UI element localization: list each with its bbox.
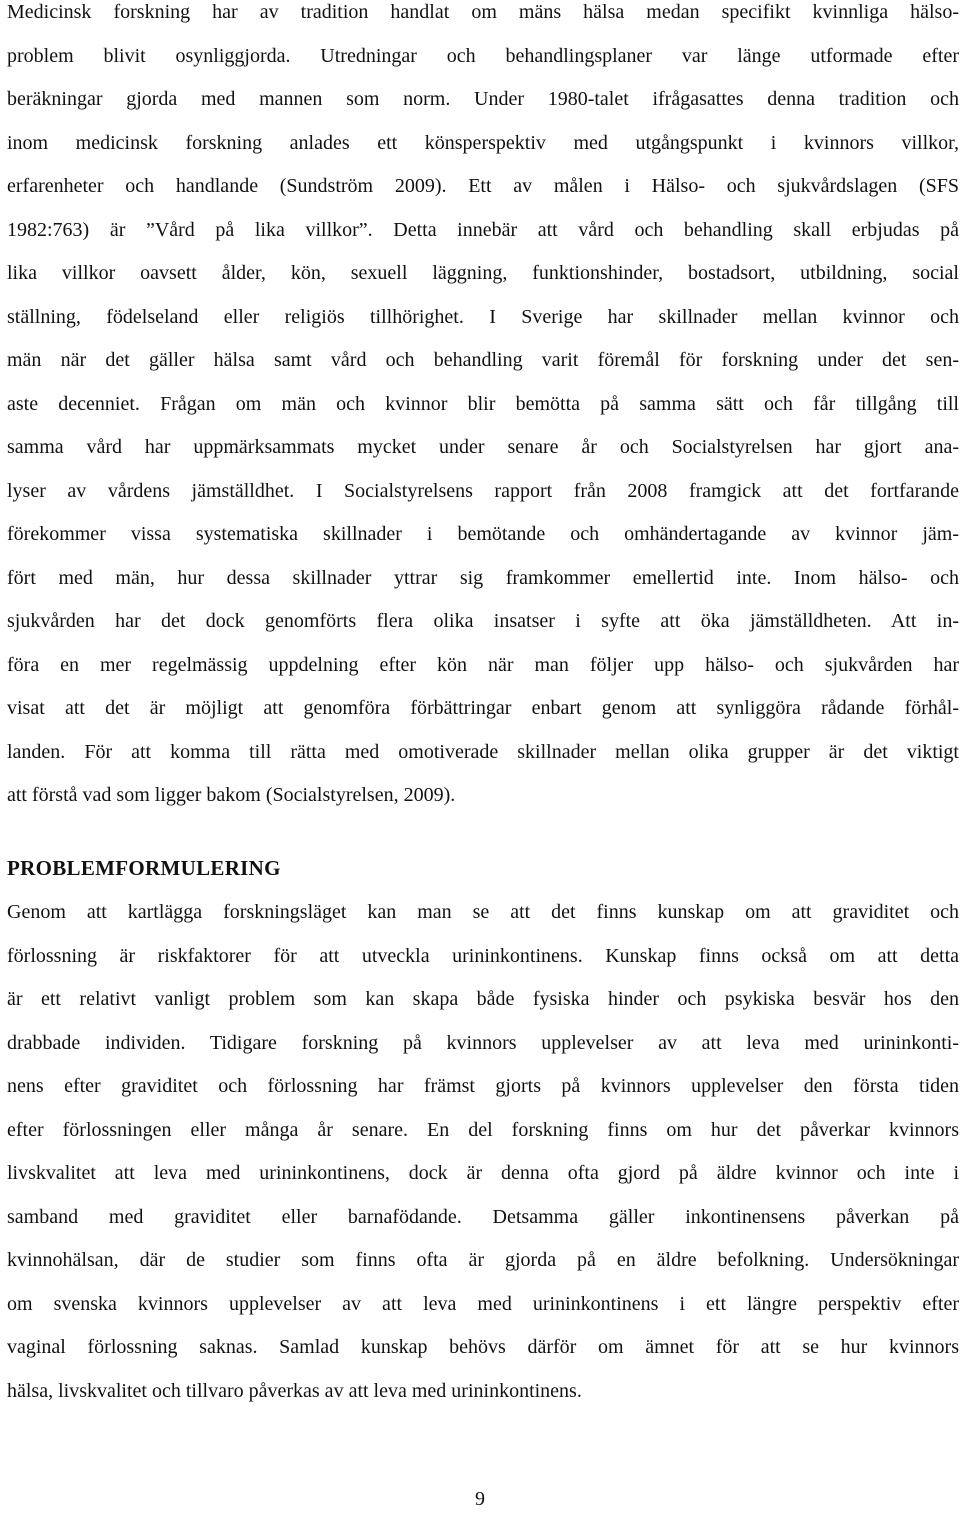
text-line: landen. För att komma till rätta med omotiverade skillnader mellan olika grupper är det viktigt	[7, 740, 959, 763]
text-line: drabbade individen. Tidigare forskning på kvinnors upplevelser av att leva med urininkonti-	[7, 1031, 959, 1054]
text-line: vaginal förlossning saknas. Samlad kunskap behövs därför om ämnet för att se hur kvinnors	[7, 1336, 959, 1358]
page-number: 9	[475, 1488, 485, 1510]
text-line: om svenska kvinnors upplevelser av att leva med urininkontinens i ett längre perspektiv efter	[7, 1292, 959, 1315]
text-line: hälsa, livskvalitet och tillvaro påverkas av att leva med urininkontinens.	[7, 1379, 582, 1402]
text-line: ställning, födelseland eller religiös tillhörighet. I Sverige har skillnader mellan kvinnor och	[7, 305, 959, 328]
text-line: efter förlossningen eller många år senare. En del forskning finns om hur det påverkar kvinnors	[7, 1118, 959, 1141]
text-line: fört med män, hur dessa skillnader yttrar sig framkommer emellertid inte. Inom hälso- och	[7, 566, 959, 589]
section-heading: PROBLEMFORMULERING	[7, 856, 281, 880]
text-line: visat att det är möjligt att genomföra förbättringar enbart genom att synliggöra rådande förhål-	[7, 697, 959, 719]
text-line: sjukvården har det dock genomförts flera olika insatser i syfte att öka jämställdheten. Att in-	[7, 610, 959, 632]
text-line: lyser av vårdens jämställdhet. I Socialstyrelsens rapport från 2008 framgick att det fortfarande	[7, 479, 959, 502]
text-line: förlossning är riskfaktorer för att utveckla urininkontinens. Kunskap finns också om att detta	[7, 944, 959, 967]
text-line: erfarenheter och handlande (Sundström 2009). Ett av målen i Hälso- och sjukvårdslagen (SFS	[7, 175, 959, 197]
text-line: problem blivit osynliggjorda. Utredningar och behandlingsplaner var länge utformade efter	[7, 44, 959, 67]
text-line: nens efter graviditet och förlossning har främst gjorts på kvinnors upplevelser den första tiden	[7, 1075, 959, 1097]
text-line: Medicinsk forskning har av tradition handlat om mäns hälsa medan specifikt kvinnliga hälso-	[7, 1, 959, 23]
text-line: inom medicinsk forskning anlades ett könsperspektiv med utgångspunkt i kvinnors villkor,	[7, 131, 959, 154]
text-line: samma vård har uppmärksammats mycket under senare år och Socialstyrelsen har gjort ana-	[7, 436, 959, 458]
text-line: är ett relativt vanligt problem som kan skapa både fysiska hinder och psykiska besvär hos den	[7, 988, 959, 1010]
body-paragraph-introduction	[7, 0, 959, 818]
text-line: livskvalitet att leva med urininkontinens, dock är denna ofta gjord på äldre kvinnor och inte i	[7, 1162, 959, 1184]
text-line: aste decenniet. Frågan om män och kvinnor blir bemötta på samma sätt och får tillgång till	[7, 392, 959, 415]
text-line: föra en mer regelmässig uppdelning efter kön när man följer upp hälso- och sjukvården har	[7, 653, 959, 676]
text-line: beräkningar gjorda med mannen som norm. Under 1980-talet ifrågasattes denna tradition och	[7, 88, 959, 110]
text-line: Genom att kartlägga forskningsläget kan man se att det finns kunskap om att graviditet och	[7, 901, 959, 923]
text-line: samband med graviditet eller barnafödande. Detsamma gäller inkontinensens påverkan på	[7, 1205, 959, 1228]
text-line: kvinnohälsan, där de studier som finns ofta är gjorda på en äldre befolkning. Undersökningar	[7, 1249, 959, 1271]
text-line: män när det gäller hälsa samt vård och behandling varit föremål för forskning under det sen-	[7, 349, 959, 371]
text-line: 1982:763) är ”Vård på lika villkor”. Detta innebär att vård och behandling skall erbjudas på	[7, 218, 959, 241]
text-line: lika villkor oavsett ålder, kön, sexuell läggning, funktionshinder, bostadsort, utbildning, social	[7, 262, 959, 284]
text-line: förekommer vissa systematiska skillnader i bemötande och omhändertagande av kvinnor jäm-	[7, 523, 959, 545]
body-paragraph-problem-statement	[7, 891, 959, 1413]
text-line: att förstå vad som ligger bakom (Socialstyrelsen, 2009).	[7, 784, 456, 806]
